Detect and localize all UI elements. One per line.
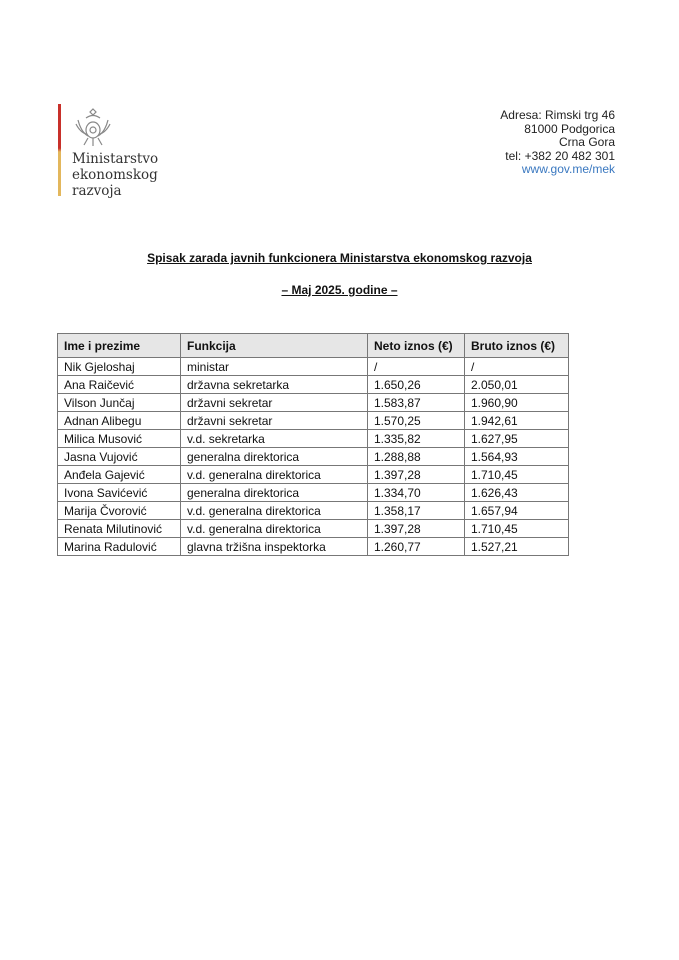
table-row — [58, 394, 569, 412]
cell-gross: 1.626,43 — [465, 484, 569, 502]
cell-name: Ivona Savićević — [58, 484, 181, 502]
cell-name: Ana Raičević — [58, 376, 181, 394]
cell-net: 1.334,70 — [368, 484, 465, 502]
cell-function: ministar — [181, 358, 368, 376]
cell-function: državna sekretarka — [181, 376, 368, 394]
cell-function: državni sekretar — [181, 412, 368, 430]
cell-net: 1.583,87 — [368, 394, 465, 412]
cell-function: v.d. generalna direktorica — [181, 520, 368, 538]
cell-gross: 2.050,01 — [465, 376, 569, 394]
ministry-name — [72, 151, 158, 199]
address-line: Crna Gora — [558, 135, 615, 150]
cell-name: Nik Gjeloshaj — [58, 358, 181, 376]
ministry-name-line: razvoja — [72, 183, 122, 199]
cell-name: Milica Musović — [58, 430, 181, 448]
cell-net: 1.335,82 — [368, 430, 465, 448]
cell-name: Marina Radulović — [58, 538, 181, 556]
cell-function: generalna direktorica — [181, 448, 368, 466]
table-row — [58, 358, 569, 376]
cell-name: Adnan Alibegu — [58, 412, 181, 430]
cell-gross: 1.942,61 — [465, 412, 569, 430]
website-link[interactable]: www.gov.me/mek — [521, 162, 615, 177]
cell-function: državni sekretar — [181, 394, 368, 412]
cell-gross: 1.627,95 — [465, 430, 569, 448]
coat-of-arms-icon — [74, 106, 112, 148]
table-row — [58, 448, 569, 466]
cell-net: 1.397,28 — [368, 466, 465, 484]
cell-gross: / — [465, 358, 569, 376]
cell-net: / — [368, 358, 465, 376]
contact-address — [500, 109, 615, 177]
cell-gross: 1.564,93 — [465, 448, 569, 466]
table-row — [58, 538, 569, 556]
cell-name: Renata Milutinović — [58, 520, 181, 538]
cell-function: v.d. generalna direktorica — [181, 466, 368, 484]
cell-name: Marija Čvorović — [58, 502, 181, 520]
table-header-row — [58, 334, 569, 358]
table-row — [58, 520, 569, 538]
cell-name: Vilson Junčaj — [58, 394, 181, 412]
table-row — [58, 376, 569, 394]
address-line: Adresa: Rimski trg 46 — [500, 108, 615, 122]
phone-line: tel: +382 20 482 301 — [505, 148, 615, 163]
cell-function: v.d. sekretarka — [181, 430, 368, 448]
cell-net: 1.570,25 — [368, 412, 465, 430]
table-row — [58, 466, 569, 484]
document-subtitle: – Maj 2025. godine – — [281, 283, 398, 297]
cell-net: 1.650,26 — [368, 376, 465, 394]
cell-name: Jasna Vujović — [58, 448, 181, 466]
cell-gross: 1.657,94 — [465, 502, 569, 520]
column-header-net: Neto iznos (€) — [368, 334, 465, 358]
cell-function: glavna tržišna inspektorka — [181, 538, 368, 556]
cell-name: Anđela Gajević — [58, 466, 181, 484]
column-header-gross: Bruto iznos (€) — [465, 334, 569, 358]
column-header-name: Ime i prezime — [58, 334, 181, 358]
document-title: Spisak zarada javnih funkcionera Ministarstva ekonomskog razvoja — [147, 251, 532, 265]
table-row — [58, 502, 569, 520]
table-row — [58, 430, 569, 448]
cell-net: 1.288,88 — [368, 448, 465, 466]
cell-net: 1.358,17 — [368, 502, 465, 520]
address-line: 81000 Podgorica — [524, 121, 615, 136]
cell-gross: 1.710,45 — [465, 466, 569, 484]
cell-function: generalna direktorica — [181, 484, 368, 502]
cell-gross: 1.710,45 — [465, 520, 569, 538]
logo-color-bar — [58, 104, 61, 196]
cell-gross: 1.960,90 — [465, 394, 569, 412]
cell-net: 1.260,77 — [368, 538, 465, 556]
ministry-name-line: Ministarstvo — [72, 151, 159, 167]
salary-table — [57, 333, 569, 556]
cell-function: v.d. generalna direktorica — [181, 502, 368, 520]
cell-net: 1.397,28 — [368, 520, 465, 538]
ministry-name-line: ekonomskog — [72, 167, 158, 183]
table-row — [58, 412, 569, 430]
cell-gross: 1.527,21 — [465, 538, 569, 556]
column-header-function: Funkcija — [181, 334, 368, 358]
table-row — [58, 484, 569, 502]
